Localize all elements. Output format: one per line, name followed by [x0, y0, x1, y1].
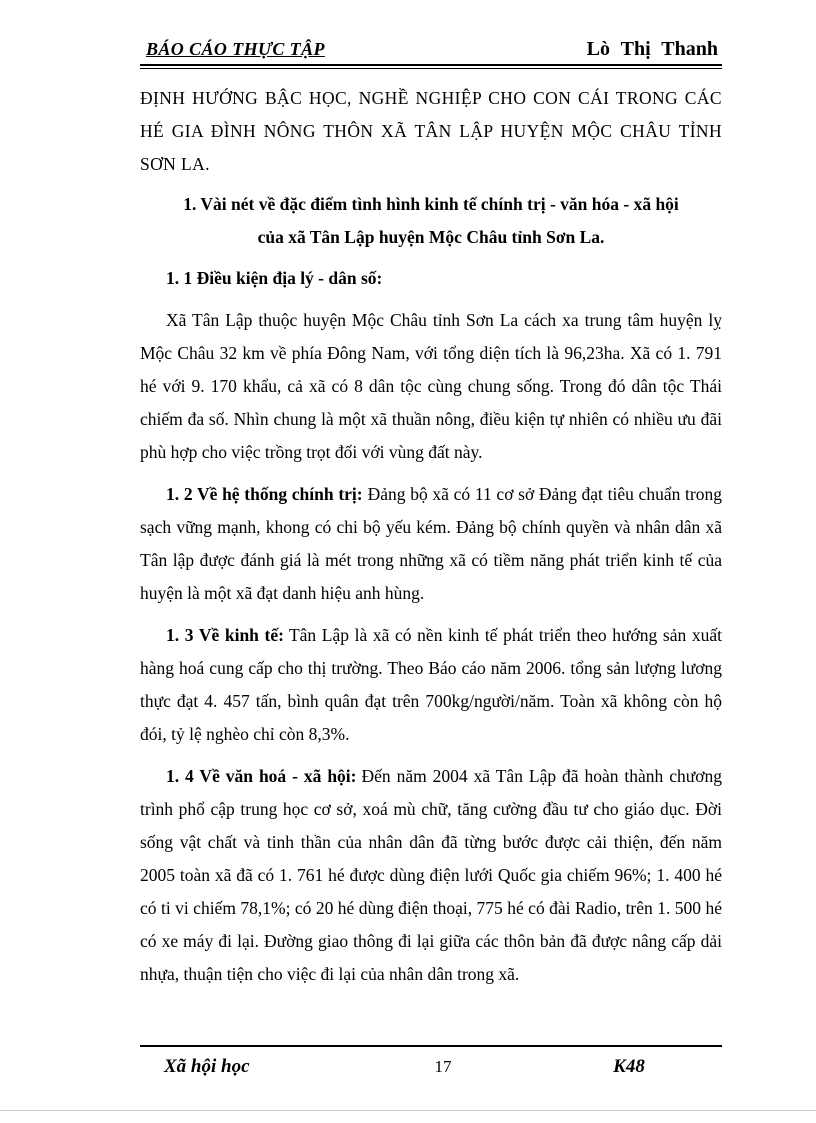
section-1-2-text: Đảng bộ xã có 11 cơ sở Đảng đạt tiêu chuẩn trong sạch vững mạnh, khong có chi bộ yếu kém. Đảng bộ chính quyền và nhân dân xã Tân lập được đánh giá là mét trong những xã có tiềm năng phát triển kinh tế của huyện là một xã đạt danh hiệu anh hùng.: [140, 484, 722, 603]
document-body: [140, 82, 722, 991]
paragraph-geography-population: Xã Tân Lập thuộc huyện Mộc Châu tỉnh Sơn La cách xa trung tâm huyện lỵ Mộc Châu 32 km về phía Đông Nam, với tổng diện tích là 96,23ha. Xã có 1. 791 hé với 9. 170 khẩu, cả xã có 8 dân tộc cùng chung sống. Trong đó dân tộc Thái chiếm đa số. Nhìn chung là một xã thuần nông, điều kiện tự nhiên có nhiều ưu đãi phù hợp cho việc trồng trọt đối với vùng đất này.: [140, 310, 722, 462]
page-bottom-edge: [0, 1110, 816, 1111]
section-1-heading-line1: 1. Vài nét về đặc điểm tình hình kinh tế chính trị - văn hóa - xã hội: [183, 194, 679, 214]
page-footer: [140, 1045, 722, 1078]
section-1-2-heading: 1. 2 Về hệ thống chính trị:: [166, 484, 363, 504]
header-rule-thin: [140, 68, 722, 69]
header-report-title: BÁO CÁO THỰC TẬP: [146, 39, 325, 59]
header-row: [140, 38, 722, 64]
footer-department: Xã hội học: [164, 1056, 250, 1077]
header-rule-thick: [140, 64, 722, 66]
document-title: ĐỊNH HƯỚNG BẬC HỌC, NGHỀ NGHIỆP CHO CON CÁI TRONG CÁC HÉ GIA ĐÌNH NÔNG THÔN XÃ TÂN LẬP HUYỆN MỘC CHÂU TỈNH SƠN LA.: [140, 88, 722, 174]
section-1-3-text: Tân Lập là xã có nền kinh tế phát triển theo hướng sản xuất hàng hoá cung cấp cho thị trường. Theo Báo cáo năm 2006. tổng sản lượng lương thực đạt 4. 457 tấn, bình quân đạt trên 700kg/người/năm. Toàn xã không còn hộ đói, tỷ lệ nghèo chỉ còn 8,3%.: [140, 625, 722, 744]
section-1-heading-line2: của xã Tân Lập huyện Mộc Châu tỉnh Sơn La.: [257, 227, 605, 247]
footer-class-code: K48: [613, 1056, 645, 1077]
paragraph-culture-society: [140, 760, 722, 991]
section-1-3-heading: 1. 3 Về kinh tế:: [166, 625, 284, 645]
paragraph-political-system: [140, 478, 722, 610]
footer-page-number: 17: [434, 1057, 452, 1076]
section-1-4-text: Đến năm 2004 xã Tân Lập đã hoàn thành chương trình phổ cập trung học cơ sở, xoá mù chữ, tăng cường đầu tư cho giáo dục. Đời sống vật chất và tinh thần của nhân dân đã từng bước được cải thiện, đến năm 2005 toàn xã đã có 1. 761 hé được dùng điện lưới Quốc gia chiếm 96%; 1. 400 hé có ti vi chiếm 78,1%; có 20 hé dùng điện thoại, 775 hé có đài Radio, trên 1. 500 hé có xe máy đi lại. Đường giao thông đi lại giữa các thôn bản đã được nâng cấp dải nhựa, thuận tiện cho việc đi lại của nhân dân trong xã.: [140, 766, 722, 984]
section-1-heading: [140, 188, 722, 254]
header-author-name: Lò Thị Thanh: [586, 38, 718, 60]
section-1-1-heading: 1. 1 Điều kiện địa lý - dân số:: [166, 268, 383, 288]
paragraph-economy: [140, 619, 722, 751]
section-1-4-heading: 1. 4 Về văn hoá - xã hội:: [166, 766, 357, 786]
page-header: [140, 38, 722, 69]
